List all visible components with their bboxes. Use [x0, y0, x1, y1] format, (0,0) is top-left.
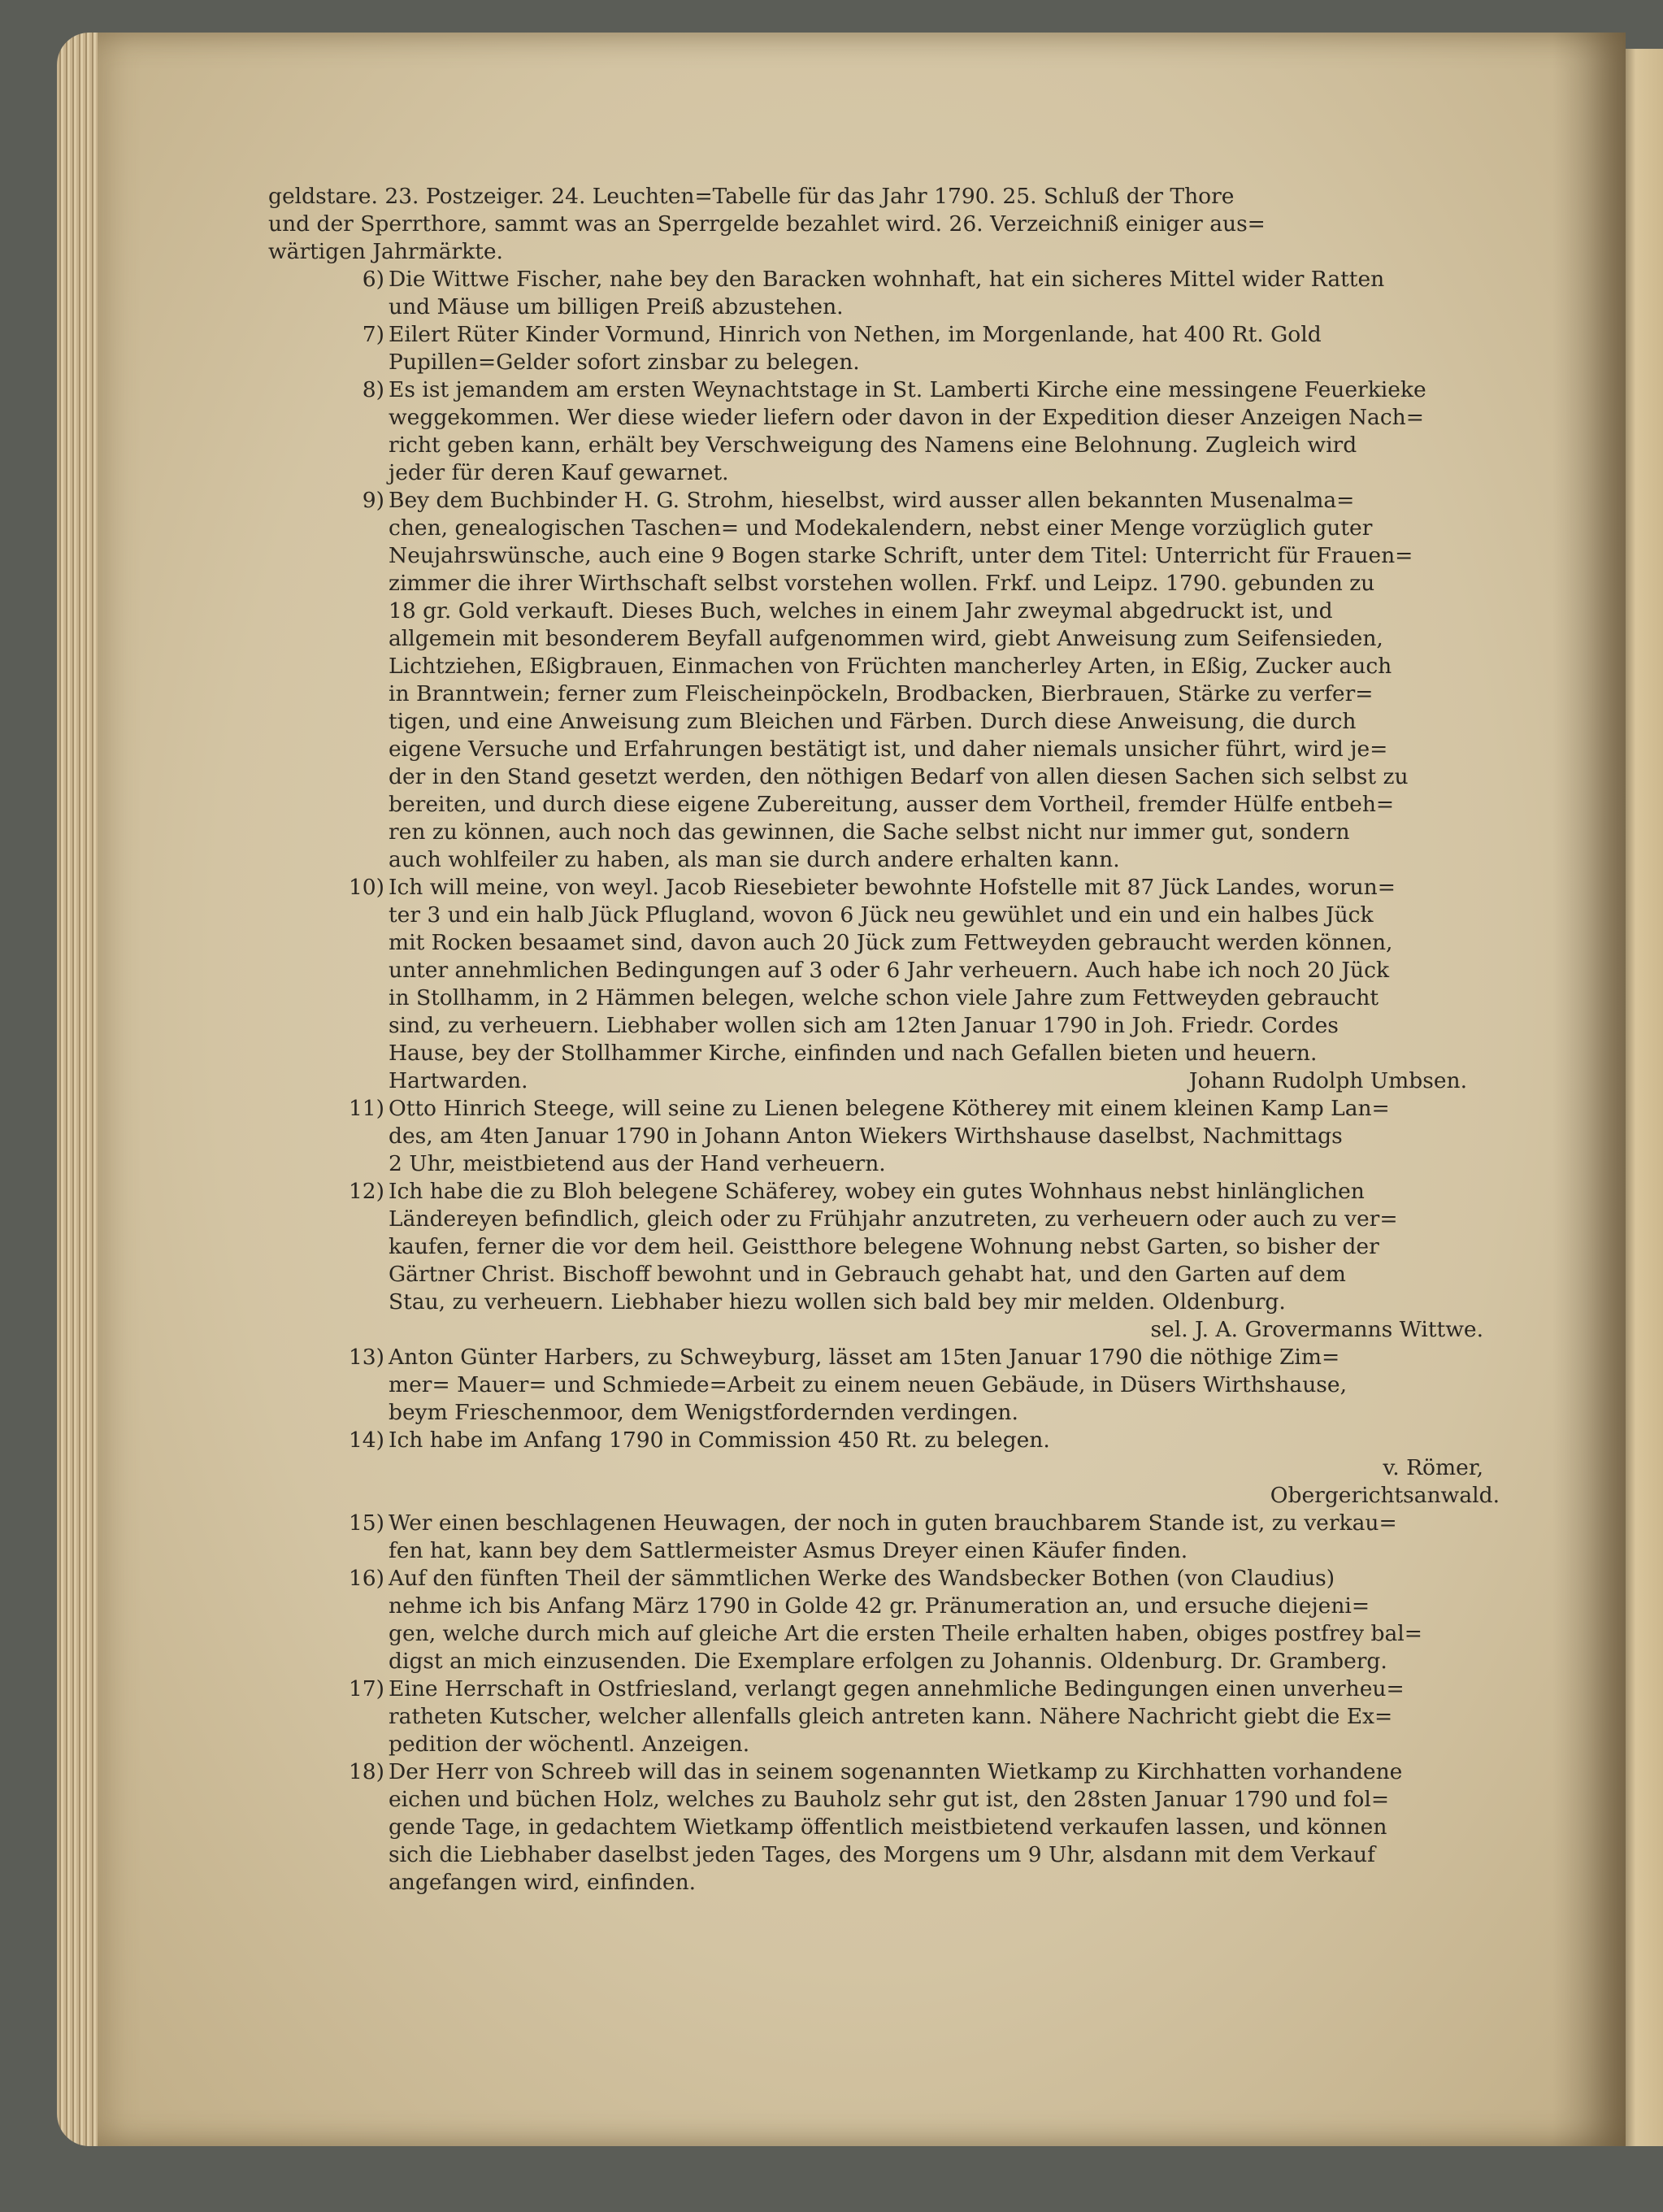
entry-number: 6): [362, 267, 384, 292]
entry-line: Pupillen=Gelder sofort zinsbar zu belegen.: [389, 350, 860, 375]
page-text: [268, 183, 1516, 1897]
entry-line: in Branntwein; ferner zum Fleischeinpöckeln, Brodbacken, Bierbrauen, Stärke zu verfer=: [389, 681, 1374, 706]
entry-line: und Mäuse um billigen Preiß abzustehen.: [389, 294, 844, 319]
entry-number: 11): [348, 1096, 384, 1121]
entry-line: chen, genealogischen Taschen= und Modekalendern, nebst einer Menge vorzüglich guter: [389, 515, 1373, 541]
entry-line: beym Frieschenmoor, dem Wenigstfordernden verdingen.: [389, 1400, 1018, 1425]
entry-line: Ich will meine, von weyl. Jacob Riesebieter bewohnte Hofstelle mit 87 Jück Landes, worun=: [389, 875, 1396, 900]
entry-signature: sel. J. A. Grovermanns Wittwe.: [1150, 1317, 1483, 1342]
entry-line: 18 gr. Gold verkauft. Dieses Buch, welches in einem Jahr zweymal abgedruckt ist, und: [389, 598, 1333, 624]
entry-line: Stau, zu verheuern. Liebhaber hiezu wollen sich bald bey mir melden. Oldenburg.: [389, 1289, 1286, 1315]
intro-line: geldstare. 23. Postzeiger. 24. Leuchten=Tabelle für das Jahr 1790. 25. Schluß der Thore: [268, 184, 1235, 209]
entry-line: Es ist jemandem am ersten Weynachtstage in St. Lamberti Kirche eine messingene Feuerkieke: [389, 377, 1426, 402]
entry-signature: v. Römer,: [1383, 1455, 1483, 1480]
entry-line: angefangen wird, einfinden.: [389, 1870, 697, 1895]
entry-line: richt geben kann, erhält bey Verschweigung des Namens eine Belohnung. Zugleich wird: [389, 432, 1357, 458]
entry-line: eigene Versuche und Erfahrungen bestätigt ist, und daher niemals unsicher führt, wird je=: [389, 737, 1388, 762]
entry-line: tigen, und eine Anweisung zum Bleichen und Färben. Durch diese Anweisung, die durch: [389, 709, 1357, 734]
entry-number: 12): [348, 1179, 384, 1204]
advertisement-entry: [268, 321, 1516, 376]
entry-line: Bey dem Buchbinder H. G. Strohm, hieselbst, wird ausser allen bekannten Musenalma=: [389, 488, 1355, 513]
entry-line: allgemein mit besonderem Beyfall aufgenommen wird, giebt Anweisung zum Seifensieden,: [389, 626, 1383, 651]
advertisement-entry: [268, 1565, 1516, 1675]
entry-line: pedition der wöchentl. Anzeigen.: [389, 1732, 750, 1757]
entry-line: Ich habe im Anfang 1790 in Commission 450 Rt. zu belegen.: [389, 1428, 1050, 1453]
entry-line: fen hat, kann bey dem Sattlermeister Asmus Dreyer einen Käufer finden.: [389, 1538, 1188, 1563]
entry-place-signature: [389, 1067, 1516, 1095]
entry-number: 16): [348, 1566, 384, 1591]
entry-signature: Johann Rudolph Umbsen.: [1188, 1068, 1467, 1093]
entry-line: nehme ich bis Anfang März 1790 in Golde 42 gr. Pränumeration an, und ersuche diejeni=: [389, 1593, 1370, 1619]
entry-line: digst an mich einzusenden. Die Exemplare erfolgen zu Johannis. Oldenburg. Dr. Gramberg.: [389, 1649, 1387, 1674]
advertisement-entry: [268, 1427, 1516, 1510]
gutter-shadow: [1552, 33, 1626, 2146]
entry-line: des, am 4ten Januar 1790 in Johann Anton Wiekers Wirthshause daselbst, Nachmittags: [389, 1123, 1343, 1149]
entry-number: 14): [348, 1428, 384, 1453]
entry-line: Wer einen beschlagenen Heuwagen, der noch in guten brauchbarem Stande ist, zu verkau=: [389, 1510, 1397, 1536]
entry-line: gen, welche durch mich auf gleiche Art die ersten Theile erhalten haben, obiges postfrey bal=: [389, 1621, 1422, 1646]
advertisement-entry: [268, 1758, 1516, 1897]
entry-line: zimmer die ihrer Wirthschaft selbst vorstehen wollen. Frkf. und Leipz. 1790. gebunden zu: [389, 571, 1375, 596]
entry-line: Lichtziehen, Eßigbrauen, Einmachen von Früchten mancherley Arten, in Eßig, Zucker auch: [389, 654, 1392, 679]
entry-line: jeder für deren Kauf gewarnet.: [389, 460, 729, 485]
entry-line: bereiten, und durch diese eigene Zubereitung, ausser dem Vortheil, fremder Hülfe entbeh=: [389, 792, 1395, 817]
entry-line: Ländereyen befindlich, gleich oder zu Frühjahr anzutreten, zu verheuern oder auch zu ver=: [389, 1206, 1398, 1232]
entry-line: 2 Uhr, meistbietend aus der Hand verheuern.: [389, 1151, 886, 1176]
intro-line: wärtigen Jahrmärkte.: [268, 239, 503, 264]
entry-line: sich die Liebhaber daselbst jeden Tages, des Morgens um 9 Uhr, alsdann mit dem Verkauf: [389, 1842, 1375, 1867]
advertisement-entry: [268, 1675, 1516, 1758]
entry-line: in Stollhamm, in 2 Hämmen belegen, welche schon viele Jahre zum Fettweyden gebraucht: [389, 985, 1379, 1010]
entry-number: 15): [348, 1510, 384, 1536]
entry-line: Hause, bey der Stollhammer Kirche, einfinden und nach Gefallen bieten und heuern.: [389, 1041, 1318, 1066]
entry-line: Die Wittwe Fischer, nahe bey den Baracken wohnhaft, hat ein sicheres Mittel wider Ratten: [389, 267, 1385, 292]
entry-number: 7): [362, 322, 384, 347]
advertisement-entry: [268, 1344, 1516, 1427]
advertisement-list: [268, 266, 1516, 1897]
entry-line: Anton Günter Harbers, zu Schweyburg, lässet am 15ten Januar 1790 die nöthige Zim=: [389, 1345, 1340, 1370]
entry-line: Eilert Rüter Kinder Vormund, Hinrich von Nethen, im Morgenlande, hat 400 Rt. Gold: [389, 322, 1322, 347]
advertisement-entry: [268, 487, 1516, 874]
advertisement-entry: [268, 874, 1516, 1095]
entry-line: Der Herr von Schreeb will das in seinem sogenannten Wietkamp zu Kirchhatten vorhandene: [389, 1759, 1403, 1784]
advertisement-entry: [268, 376, 1516, 487]
entry-line: mit Rocken besaamet sind, davon auch 20 Jück zum Fettweyden gebraucht werden können,: [389, 930, 1393, 955]
entry-line: gende Tage, in gedachtem Wietkamp öffentlich meistbietend verkaufen lassen, und können: [389, 1814, 1387, 1840]
intro-line: und der Sperrthore, sammt was an Sperrgelde bezahlet wird. 26. Verzeichniß einiger aus=: [268, 211, 1266, 237]
entry-line: auch wohlfeiler zu haben, als man sie durch andere erhalten kann.: [389, 847, 1120, 872]
entry-line: ren zu können, auch noch das gewinnen, die Sache selbst nicht nur immer gut, sondern: [389, 819, 1350, 845]
entry-line: eichen und büchen Holz, welches zu Bauholz sehr gut ist, den 28sten Januar 1790 und fol=: [389, 1787, 1390, 1812]
entry-number: 8): [362, 377, 384, 402]
entry-line: der in den Stand gesetzt werden, den nöthigen Bedarf von allen diesen Sachen sich selbst zu: [389, 764, 1409, 789]
entry-line: Gärtner Christ. Bischoff bewohnt und in Gebrauch gehabt hat, und den Garten auf dem: [389, 1262, 1346, 1287]
entry-number: 18): [348, 1759, 384, 1784]
entry-line: mer= Mauer= und Schmiede=Arbeit zu einem neuen Gebäude, in Düsers Wirthshause,: [389, 1372, 1348, 1397]
advertisement-entry: [268, 1095, 1516, 1178]
advertisement-entry: [268, 266, 1516, 321]
advertisement-entry: [268, 1178, 1516, 1344]
entry-number: 9): [362, 488, 384, 513]
entry-signature-title: Obergerichtsanwald.: [1270, 1483, 1500, 1508]
entry-line: unter annehmlichen Bedingungen auf 3 oder 6 Jahr verheuern. Auch habe ich noch 20 Jück: [389, 958, 1390, 983]
entry-line: Neujahrswünsche, auch eine 9 Bogen starke Schrift, unter dem Titel: Unterricht für Frauen=: [389, 543, 1413, 568]
entry-line: Otto Hinrich Steege, will seine zu Lienen belegene Kötherey mit einem kleinen Kamp Lan=: [389, 1096, 1390, 1121]
entry-line: kaufen, ferner die vor dem heil. Geistthore belegene Wohnung nebst Garten, so bisher der: [389, 1234, 1379, 1259]
entry-line: Auf den fünften Theil der sämmtlichen Werke des Wandsbecker Bothen (von Claudius): [389, 1566, 1335, 1591]
entry-line: sind, zu verheuern. Liebhaber wollen sich am 12ten Januar 1790 in Joh. Friedr. Cordes: [389, 1013, 1339, 1038]
entry-number: 17): [348, 1676, 384, 1701]
entry-line: ratheten Kutscher, welcher allenfalls gleich antreten kann. Nähere Nachricht giebt die Ex=: [389, 1704, 1393, 1729]
entry-place: Hartwarden.: [389, 1068, 528, 1093]
entry-line: weggekommen. Wer diese wieder liefern oder davon in der Expedition dieser Anzeigen Nach=: [389, 405, 1424, 430]
entry-number: 10): [348, 875, 384, 900]
entry-line: Ich habe die zu Bloh belegene Schäferey, wobey ein gutes Wohnhaus nebst hinlänglichen: [389, 1179, 1365, 1204]
entry-number: 13): [348, 1345, 384, 1370]
entry-line: ter 3 und ein halb Jück Pflugland, wovon 6 Jück neu gewühlet und ein und ein halbes Jück: [389, 902, 1374, 928]
entry-line: Eine Herrschaft in Ostfriesland, verlangt gegen annehmliche Bedingungen einen unverheu=: [389, 1676, 1405, 1701]
advertisement-entry: [268, 1510, 1516, 1565]
